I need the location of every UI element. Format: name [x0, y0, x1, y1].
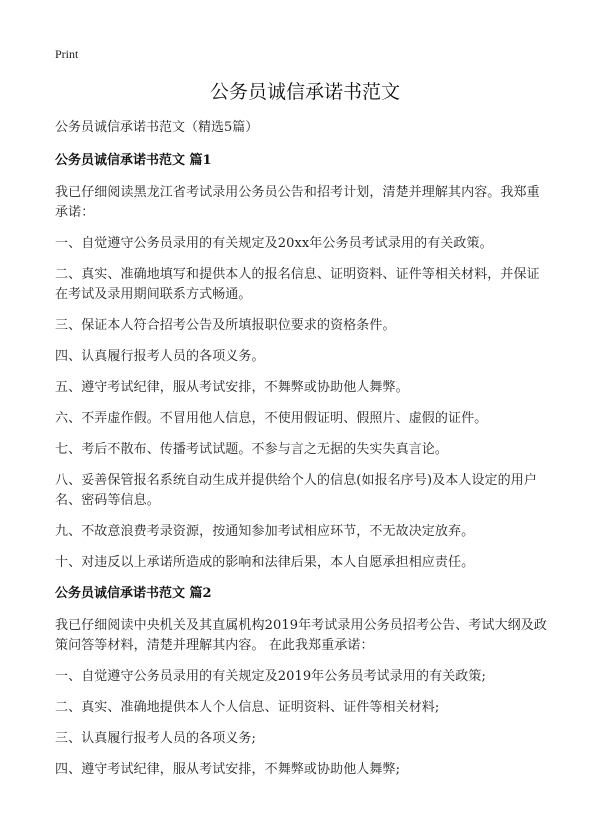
document-body: [55, 118, 551, 791]
paragraph: 一、自觉遵守公务员录用的有关规定及2019年公务员考试录用的有关政策;: [55, 669, 486, 684]
paragraph: 六、不弄虚作假。不冒用他人信息，不使用假证明、假照片、虚假的证件。: [55, 411, 488, 426]
paragraph: 一、自觉遵守公务员录用的有关规定及20xx年公务员考试录用的有关政策。: [55, 236, 493, 251]
paragraph: 我已仔细阅读黑龙江省考试录用公务员公告和招考计划，清楚并理解其内容。我郑重承诺：: [55, 185, 540, 220]
paragraph: 二、真实、准确地填写和提供本人的报名信息、证明资料、证件等相关材料，并保证在考试及录用期间联系方式畅通。: [55, 267, 540, 302]
print-label: Print: [55, 47, 79, 61]
paragraph: 九、不故意浪费考录资源，按通知参加考试相应环节，不无故决定放弃。: [55, 524, 475, 539]
section-heading: 公务员诚信承诺书范文 篇2: [55, 586, 212, 601]
paragraph: 三、认真履行报考人员的各项义务;: [55, 731, 256, 746]
paragraph: 八、妥善保管报名系统自动生成并提供给个人的信息(如报名序号)及本人设定的用户名、密码等信息。: [55, 473, 537, 508]
paragraph: 二、真实、准确地提供本人个人信息、证明资料、证件等相关材料;: [55, 700, 440, 715]
section-2: [55, 584, 551, 780]
section-heading: 公务员诚信承诺书范文 篇1: [55, 153, 212, 168]
document-subtitle: 公务员诚信承诺书范文（精选5篇）: [55, 120, 259, 135]
paragraph: 三、保证本人符合招考公告及所填报职位要求的资格条件。: [55, 318, 396, 333]
paragraph: 四、认真履行报考人员的各项义务。: [55, 349, 265, 364]
paragraph: 七、考后不散布、传播考试试题。不参与言之无据的失实失真言论。: [55, 442, 449, 457]
section-1: [55, 151, 551, 573]
paragraph: 十、对违反以上承诺所造成的影响和法律后果，本人自愿承担相应责任。: [55, 555, 475, 570]
document-title: 公务员诚信承诺书范文: [209, 81, 400, 103]
paragraph: 五、遵守考试纪律，服从考试安排，不舞弊或协助他人舞弊。: [55, 380, 409, 395]
paragraph: 四、遵守考试纪律，服从考试安排，不舞弊或协助他人舞弊;: [55, 762, 401, 777]
paragraph: 我已仔细阅读中央机关及其直属机构2019年考试录用公务员招考公告、考试大纲及政策问答等材料，清楚并理解其内容。 在此我郑重承诺：: [55, 618, 547, 653]
